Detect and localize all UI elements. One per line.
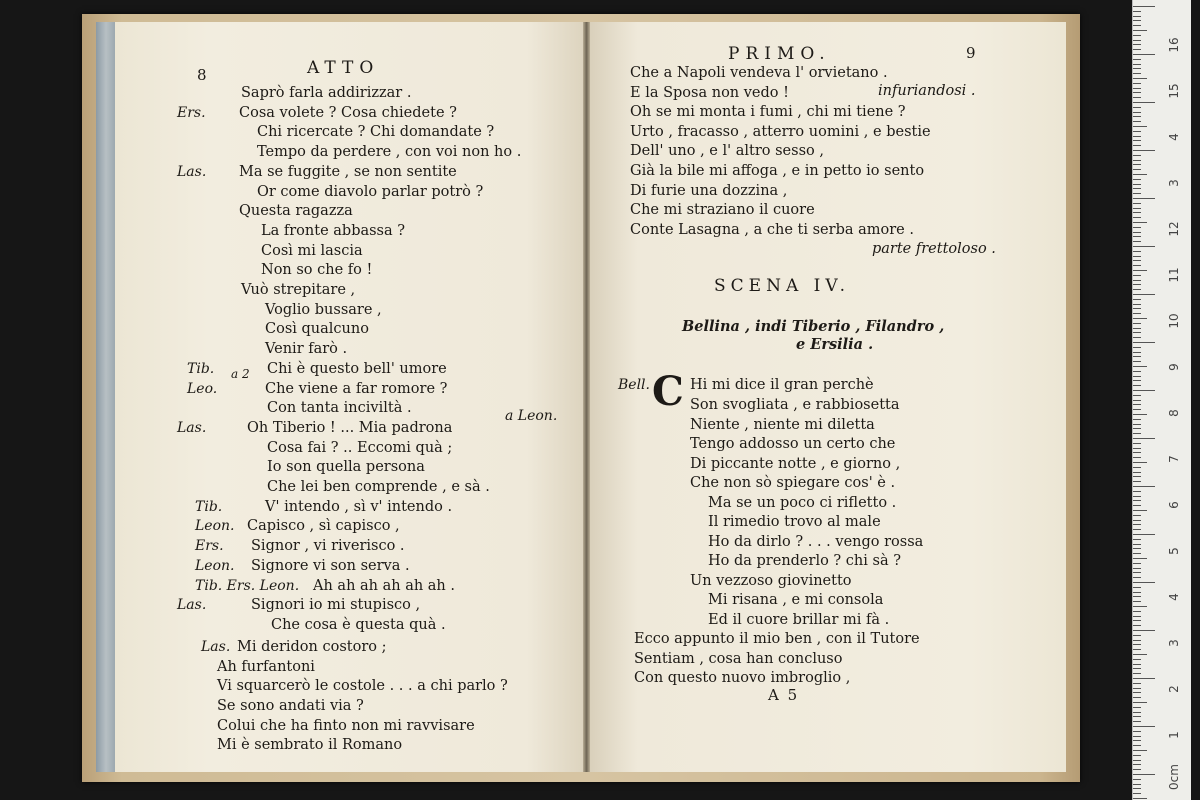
verse-line: Ho da dirlo ? . . . vengo rossa xyxy=(708,533,924,550)
ruler-tick xyxy=(1133,438,1155,439)
ruler-tick xyxy=(1133,236,1141,237)
ruler-tick xyxy=(1133,563,1141,564)
ruler-tick xyxy=(1133,793,1141,794)
ruler-tick xyxy=(1133,424,1141,425)
ruler-tick xyxy=(1133,755,1141,756)
ruler-tick xyxy=(1133,140,1141,141)
ruler-tick xyxy=(1133,390,1155,391)
verse-line: Questa ragazza xyxy=(239,203,353,220)
ruler-tick xyxy=(1133,592,1141,593)
ruler-tick xyxy=(1133,280,1141,281)
ruler-tick xyxy=(1133,414,1147,415)
ruler-tick xyxy=(1133,635,1141,636)
verse-line: Mi risana , e mi consola xyxy=(708,592,884,608)
ruler-tick xyxy=(1133,692,1141,693)
ruler-tick xyxy=(1133,505,1141,506)
stage-direction: infuriandosi . xyxy=(878,83,976,99)
ruler-tick xyxy=(1133,539,1141,540)
left-page xyxy=(115,22,583,772)
verse-line: V' intendo , sì v' intendo . xyxy=(265,498,453,515)
ruler-tick xyxy=(1133,73,1141,74)
ruler-tick xyxy=(1133,97,1141,98)
verse-line: Io son quella persona xyxy=(267,459,425,476)
ruler-tick xyxy=(1133,342,1155,343)
scene-characters: Bellina , indi Tiberio , Filandro , xyxy=(682,318,945,335)
page-header: ATTO xyxy=(307,58,380,78)
ruler-tick xyxy=(1133,544,1141,545)
verse-line: Ma se fuggite , se non sentite xyxy=(239,163,457,180)
measurement-ruler xyxy=(1132,0,1191,800)
ruler-tick xyxy=(1133,395,1141,396)
ruler-tick xyxy=(1133,260,1141,261)
ruler-tick xyxy=(1133,510,1147,511)
ruler-tick xyxy=(1133,760,1141,761)
ruler-tick xyxy=(1133,678,1155,679)
ruler-tick xyxy=(1133,40,1141,41)
verse-line: Ah furfantoni xyxy=(217,658,315,675)
ruler-tick xyxy=(1133,332,1141,333)
ruler-tick xyxy=(1133,524,1141,525)
speaker-label: Ers. xyxy=(177,104,206,121)
ruler-number: 3 xyxy=(1167,179,1181,187)
verse-line: Tengo addosso un certo che xyxy=(690,436,896,452)
ruler-tick xyxy=(1133,318,1147,319)
ruler-tick xyxy=(1133,179,1141,180)
verse-line: Conte Lasagna , a che ti serba amore . xyxy=(630,221,914,238)
ruler-tick xyxy=(1133,630,1155,631)
verse-line: Or come diavolo parlar potrò ? xyxy=(257,183,484,200)
ruler-tick xyxy=(1133,620,1141,621)
ruler-tick xyxy=(1133,476,1141,477)
speaker-label: Ers. xyxy=(195,538,224,555)
ruler-tick xyxy=(1133,644,1141,645)
ruler-tick xyxy=(1133,371,1141,372)
ruler-tick xyxy=(1133,683,1141,684)
ruler-tick xyxy=(1133,520,1141,521)
ruler-tick xyxy=(1133,356,1141,357)
ruler-tick xyxy=(1133,380,1141,381)
ruler-tick xyxy=(1133,126,1147,127)
ruler-tick xyxy=(1133,606,1147,607)
speaker-label: Las. xyxy=(177,419,207,436)
verse-line: Hi mi dice il gran perchè xyxy=(690,377,874,393)
verse-line: Un vezzoso giovinetto xyxy=(690,572,852,589)
ruler-number: 11 xyxy=(1167,267,1181,283)
ruler-tick xyxy=(1133,198,1155,199)
ruler-tick xyxy=(1133,587,1141,588)
speaker-label: Tib. xyxy=(195,498,223,515)
ruler-tick xyxy=(1133,433,1141,434)
ruler-tick xyxy=(1133,68,1141,69)
speaker-label: Tib. xyxy=(187,360,215,377)
ruler-tick xyxy=(1133,265,1141,266)
speaker-label: Leo. xyxy=(187,380,218,397)
ruler-tick xyxy=(1133,251,1141,252)
ruler-tick xyxy=(1133,16,1141,17)
ruler-tick xyxy=(1133,308,1141,309)
ruler-number: 1 xyxy=(1167,731,1181,739)
ruler-tick xyxy=(1133,376,1141,377)
ruler-tick xyxy=(1133,323,1141,324)
ruler-tick xyxy=(1133,112,1141,113)
ruler-number: 12 xyxy=(1167,221,1181,237)
page-number: 9 xyxy=(966,44,976,62)
ruler-tick xyxy=(1133,35,1141,36)
ruler-tick xyxy=(1133,145,1141,146)
ruler-tick xyxy=(1133,217,1141,218)
stage-direction: parte frettoloso . xyxy=(872,241,996,257)
verse-line: Di piccante notte , e giorno , xyxy=(690,455,901,472)
ruler-tick xyxy=(1133,611,1141,612)
ruler-tick xyxy=(1133,284,1141,285)
ruler-tick xyxy=(1133,256,1141,257)
ruler-tick xyxy=(1133,625,1141,626)
verse-line: Ma se un poco ci rifletto . xyxy=(708,494,897,511)
ruler-tick xyxy=(1133,328,1141,329)
ruler-tick xyxy=(1133,582,1155,583)
ruler-tick xyxy=(1133,640,1141,641)
ruler-number: 0cm xyxy=(1167,764,1181,790)
ruler-tick xyxy=(1133,289,1141,290)
verse-line: Così mi lascia xyxy=(261,242,363,259)
ruler-tick xyxy=(1133,548,1141,549)
ruler-tick xyxy=(1133,164,1141,165)
scene-characters: e Ersilia . xyxy=(796,336,874,353)
ruler-tick xyxy=(1133,400,1141,401)
ruler-tick xyxy=(1133,654,1147,655)
ruler-tick xyxy=(1133,769,1141,770)
ruler-tick xyxy=(1133,798,1147,799)
verse-line: Cosa volete ? Cosa chiedete ? xyxy=(239,104,457,121)
ruler-tick xyxy=(1133,30,1147,31)
ruler-tick xyxy=(1133,88,1141,89)
ruler-tick xyxy=(1133,107,1141,108)
verse-line: Niente , niente mi diletta xyxy=(690,416,875,433)
ruler-tick xyxy=(1133,64,1141,65)
page-header: PRIMO. xyxy=(728,44,831,64)
ruler-tick xyxy=(1133,721,1141,722)
speaker-label: Las. xyxy=(177,597,207,614)
ruler-tick xyxy=(1133,304,1141,305)
verse-line: Signore vi son serva . xyxy=(251,557,410,574)
ruler-number: 16 xyxy=(1167,37,1181,53)
ruler-number: 5 xyxy=(1167,547,1181,555)
ruler-tick xyxy=(1133,616,1141,617)
ruler-number: 8 xyxy=(1167,409,1181,417)
ruler-tick xyxy=(1133,20,1141,21)
ruler-tick xyxy=(1133,169,1141,170)
ruler-tick xyxy=(1133,385,1141,386)
verse-line: Già la bile mi affoga , e in petto io sento xyxy=(630,163,925,179)
ruler-tick xyxy=(1133,673,1141,674)
ruler-tick xyxy=(1133,452,1141,453)
ruler-tick xyxy=(1133,102,1155,103)
ruler-tick xyxy=(1133,227,1141,228)
verse-line: Con questo nuovo imbroglio , xyxy=(634,670,851,686)
speaker-label: Las. xyxy=(201,638,231,655)
ruler-tick xyxy=(1133,481,1141,482)
verse-line: Ah ah ah ah ah ah . xyxy=(313,577,455,594)
verse-line: Vi squarcerò le costole . . . a chi parlo ? xyxy=(217,678,508,695)
verse-line: Voglio bussare , xyxy=(265,301,382,318)
ruler-tick xyxy=(1133,649,1141,650)
ruler-number: 3 xyxy=(1167,639,1181,647)
ruler-tick xyxy=(1133,664,1141,665)
ruler-tick xyxy=(1133,726,1155,727)
ruler-tick xyxy=(1133,270,1147,271)
ruler-tick xyxy=(1133,222,1147,223)
ruler-tick xyxy=(1133,428,1141,429)
verse-line: Mi deridon costoro ; xyxy=(237,638,387,655)
verse-line: Ed il cuore brillar mi fà . xyxy=(708,611,890,628)
verse-line: Son svogliata , e rabbiosetta xyxy=(690,397,900,413)
ruler-tick xyxy=(1133,232,1141,233)
ruler-tick xyxy=(1133,784,1141,785)
ruler-tick xyxy=(1133,160,1141,161)
ruler-tick xyxy=(1133,486,1155,487)
a-due-note: a 2 xyxy=(231,367,250,381)
ruler-tick xyxy=(1133,697,1141,698)
book-edge xyxy=(96,22,116,772)
ruler-tick xyxy=(1133,150,1155,151)
ruler-tick xyxy=(1133,203,1141,204)
ruler-tick xyxy=(1133,558,1147,559)
ruler-tick xyxy=(1133,529,1141,530)
ruler-tick xyxy=(1133,702,1147,703)
verse-line: Che non sò spiegare cos' è . xyxy=(690,475,896,491)
ruler-tick xyxy=(1133,92,1141,93)
speaker-label: Bell. xyxy=(618,377,650,393)
ruler-tick xyxy=(1133,774,1155,775)
ruler-tick xyxy=(1133,6,1155,7)
ruler-tick xyxy=(1133,731,1141,732)
ruler-tick xyxy=(1133,534,1155,535)
verse-line: Colui che ha finto non mi ravvisare xyxy=(217,717,475,734)
ruler-tick xyxy=(1133,448,1141,449)
verse-line: Che a Napoli vendeva l' orvietano . xyxy=(630,65,888,81)
ruler-number: 2 xyxy=(1167,685,1181,693)
stage-note-a-leon: a Leon. xyxy=(505,408,558,424)
ruler-tick xyxy=(1133,745,1141,746)
ruler-tick xyxy=(1133,764,1141,765)
ruler-tick xyxy=(1133,712,1141,713)
ruler-number: 9 xyxy=(1167,363,1181,371)
speaker-label: Leon. xyxy=(195,557,235,574)
speaker-label: Las. xyxy=(177,163,207,180)
verse-line: Capisco , sì capisco , xyxy=(247,518,400,535)
verse-line: Chi è questo bell' umore xyxy=(267,360,447,377)
ruler-tick xyxy=(1133,688,1141,689)
ruler-tick xyxy=(1133,155,1141,156)
ruler-tick xyxy=(1133,472,1141,473)
verse-line: Di furie una dozzina , xyxy=(630,182,788,199)
verse-line: Oh se mi monta i fumi , chi mi tiene ? xyxy=(630,104,906,121)
verse-line: Così qualcuno xyxy=(265,321,369,338)
verse-line: Che mi straziano il cuore xyxy=(630,202,815,219)
ruler-tick xyxy=(1133,347,1141,348)
verse-line: Saprò farla addirizzar . xyxy=(241,85,412,101)
ruler-tick xyxy=(1133,779,1141,780)
ruler-tick xyxy=(1133,596,1141,597)
signature-mark: A 5 xyxy=(768,686,800,704)
ruler-tick xyxy=(1133,59,1141,60)
ruler-tick xyxy=(1133,49,1141,50)
verse-line: Non so che fo ! xyxy=(261,262,373,279)
scene-title: SCENA IV. xyxy=(714,276,851,296)
ruler-tick xyxy=(1133,568,1141,569)
ruler-tick xyxy=(1133,467,1141,468)
ruler-tick xyxy=(1133,241,1141,242)
verse-line: E la Sposa non vedo ! xyxy=(630,84,789,101)
ruler-tick xyxy=(1133,750,1147,751)
ruler-tick xyxy=(1133,419,1141,420)
ruler-tick xyxy=(1133,313,1141,314)
ruler-tick xyxy=(1133,668,1141,669)
ruler-tick xyxy=(1133,121,1141,122)
ruler-tick xyxy=(1133,78,1147,79)
ruler-tick xyxy=(1133,294,1155,295)
verse-line: Che viene a far romore ? xyxy=(265,380,448,397)
ruler-tick xyxy=(1133,500,1141,501)
ruler-tick xyxy=(1133,299,1141,300)
ruler-tick xyxy=(1133,136,1141,137)
ruler-tick xyxy=(1133,275,1141,276)
verse-line: La fronte abbassa ? xyxy=(261,222,406,239)
ruler-tick xyxy=(1133,788,1141,789)
verse-line: Mi è sembrato il Romano xyxy=(217,737,403,754)
ruler-tick xyxy=(1133,572,1141,573)
verse-line: Signor , vi riverisco . xyxy=(251,538,405,555)
ruler-tick xyxy=(1133,716,1141,717)
ruler-tick xyxy=(1133,443,1141,444)
ruler-tick xyxy=(1133,174,1147,175)
ruler-tick xyxy=(1133,515,1141,516)
ruler-number: 10 xyxy=(1167,313,1181,329)
ruler-tick xyxy=(1133,83,1141,84)
ruler-number: 4 xyxy=(1167,593,1181,601)
ruler-tick xyxy=(1133,361,1141,362)
ruler-tick xyxy=(1133,457,1141,458)
verse-line: Chi ricercate ? Chi domandate ? xyxy=(257,124,495,141)
ruler-tick xyxy=(1133,601,1141,602)
ruler-tick xyxy=(1133,491,1141,492)
verse-line: Sentiam , cosa han concluso xyxy=(634,650,843,667)
ruler-number: 7 xyxy=(1167,455,1181,463)
ruler-tick xyxy=(1133,184,1141,185)
ruler-tick xyxy=(1133,337,1141,338)
ruler-number: 6 xyxy=(1167,501,1181,509)
ruler-tick xyxy=(1133,116,1141,117)
page-number: 8 xyxy=(197,66,207,84)
book-gutter xyxy=(583,22,590,772)
ruler-tick xyxy=(1133,212,1141,213)
ruler-tick xyxy=(1133,553,1141,554)
verse-line: Dell' uno , e l' altro sesso , xyxy=(630,143,824,160)
verse-line: Ho da prenderlo ? chi sà ? xyxy=(708,553,901,569)
verse-line: Urto , fracasso , atterro uomini , e bestie xyxy=(630,123,931,140)
ruler-tick xyxy=(1133,496,1141,497)
verse-line: Venir farò . xyxy=(265,341,348,358)
verse-line: Se sono andati via ? xyxy=(217,698,364,714)
ruler-tick xyxy=(1133,131,1141,132)
ruler-tick xyxy=(1133,54,1155,55)
ruler-tick xyxy=(1133,25,1141,26)
ruler-tick xyxy=(1133,577,1141,578)
verse-line: Oh Tiberio ! ... Mia padrona xyxy=(247,419,453,436)
verse-line: Con tanta inciviltà . xyxy=(267,400,412,417)
verse-line: Signori io mi stupisco , xyxy=(251,597,421,614)
ruler-number: 4 xyxy=(1167,133,1181,141)
speaker-label: Tib. Ers. Leon. xyxy=(195,577,300,594)
verse-line: Tempo da perdere , con voi non ho . xyxy=(257,144,522,161)
ruler-tick xyxy=(1133,246,1155,247)
ruler-tick xyxy=(1133,44,1141,45)
verse-line: Il rimedio trovo al male xyxy=(708,514,881,530)
verse-line: Vuò strepitare , xyxy=(241,282,356,298)
ruler-tick xyxy=(1133,659,1141,660)
ruler-tick xyxy=(1133,366,1147,367)
ruler-tick xyxy=(1133,404,1141,405)
ruler-tick xyxy=(1133,736,1141,737)
ruler-tick xyxy=(1133,707,1141,708)
ruler-number: 15 xyxy=(1167,83,1181,99)
ruler-tick xyxy=(1133,11,1141,12)
speaker-label: Leon. xyxy=(195,518,235,535)
ruler-tick xyxy=(1133,188,1141,189)
ruler-tick xyxy=(1133,208,1141,209)
ruler-tick xyxy=(1133,409,1141,410)
verse-line: Cosa fai ? .. Eccomi quà ; xyxy=(267,439,453,456)
right-page xyxy=(590,22,1066,772)
drop-cap: C xyxy=(652,368,684,415)
ruler-tick xyxy=(1133,193,1141,194)
verse-line: Ecco appunto il mio ben , con il Tutore xyxy=(634,631,920,647)
verse-line: Che lei ben comprende , e sà . xyxy=(267,479,490,495)
ruler-tick xyxy=(1133,462,1147,463)
ruler-tick xyxy=(1133,740,1141,741)
ruler-tick xyxy=(1133,352,1141,353)
verse-line: Che cosa è questa quà . xyxy=(271,616,446,633)
